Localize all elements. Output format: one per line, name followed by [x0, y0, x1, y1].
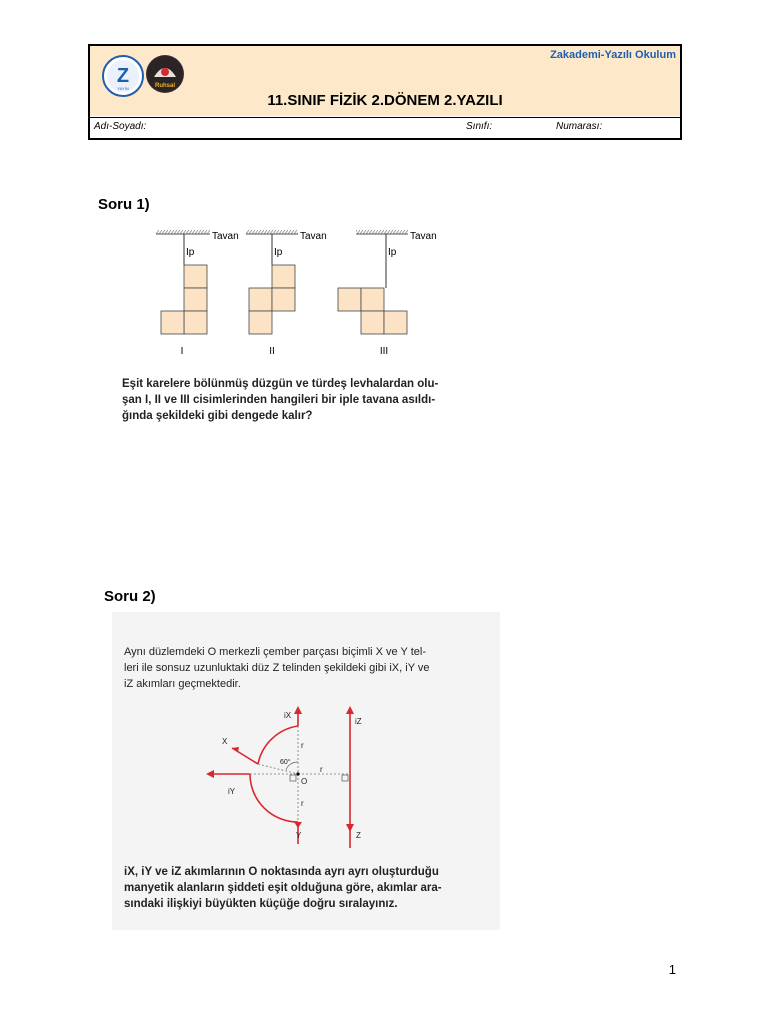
logo-letter: Z — [116, 65, 130, 87]
logo-caption: YAYIN — [117, 86, 129, 91]
string-label: Ip — [388, 247, 397, 258]
figure-label-ii: II — [269, 346, 275, 357]
question1-figures — [150, 222, 450, 362]
arrow-ix-icon — [294, 706, 302, 714]
arrow-iy-icon — [206, 770, 214, 778]
question2-panel — [112, 612, 500, 930]
ceiling-label: Tavan — [212, 231, 239, 242]
figure-label-iii: III — [379, 346, 389, 357]
label-o: O — [301, 777, 308, 786]
ruhsal-emblem-icon — [146, 55, 184, 93]
point-o — [296, 772, 299, 775]
logo-caption: Ruhsal — [154, 83, 176, 89]
arrow-z-icon — [346, 824, 354, 832]
brand-name: Zakademi-Yazılı Okulum — [550, 49, 676, 61]
arrow-iz-icon — [346, 706, 354, 714]
label-iz: iZ — [355, 717, 362, 726]
label-ix: iX — [284, 711, 292, 720]
question1-line: ğında şekildeki gibi dengede kalır? — [122, 410, 313, 422]
question1-text — [122, 376, 492, 424]
class-field-label: Sınıfı: — [466, 121, 493, 132]
string-label: Ip — [274, 247, 283, 258]
question2-question — [124, 864, 484, 912]
string-label: Ip — [186, 247, 195, 258]
question2-question-line: sındaki ilişkiyi büyükten küçüğe doğru sıralayınız. — [124, 898, 398, 910]
name-field-label: Adı-Soyadı: — [94, 121, 147, 132]
question2-circuit-figure — [192, 704, 392, 854]
ceiling-label: Tavan — [300, 231, 327, 242]
zakademi-logo — [102, 55, 144, 97]
question2-line: Aynı düzlemdeki O merkezli çember parçası biçimli X ve Y tel- — [124, 646, 427, 658]
question1-label: Soru 1) — [98, 196, 150, 213]
label-r-bottom: r — [301, 799, 304, 808]
page-number: 1 — [668, 962, 676, 977]
question2-question-line: iX, iY ve iZ akımlarının O noktasında ayrı ayrı oluşturduğu — [124, 866, 439, 878]
label-iy: iY — [228, 787, 236, 796]
figure-i — [156, 230, 239, 357]
student-info-row — [90, 117, 680, 138]
number-field-label: Numarası: — [556, 121, 603, 132]
label-angle: 60° — [280, 759, 291, 766]
question2-line: iZ akımları geçmektedir. — [124, 678, 241, 690]
ruhsal-logo — [146, 55, 184, 93]
label-r-right: r — [320, 765, 323, 774]
figure-label-i: I — [180, 346, 184, 357]
exam-header — [88, 44, 682, 140]
question1-line: şan I, II ve III cisimlerinden hangileri bir iple tavana asıldı- — [122, 394, 436, 406]
question2-text — [124, 644, 484, 692]
question1-line: Eşit karelere bölünmüş düzgün ve türdeş levhalardan olu- — [122, 378, 439, 390]
wire-x-arc — [258, 726, 298, 764]
arrow-y-icon — [294, 822, 302, 828]
question2-label: Soru 2) — [104, 588, 156, 605]
exam-title: 11.SINIF FİZİK 2.DÖNEM 2.YAZILI — [267, 92, 503, 109]
question2-line: leri ile sonsuz uzunluktaki düz Z telinden şekildeki gibi iX, iY ve — [124, 662, 430, 674]
figure-iii — [338, 230, 437, 357]
label-z: Z — [356, 831, 361, 840]
z-logo-icon — [104, 57, 142, 95]
label-x: X — [222, 737, 228, 746]
header-banner — [90, 46, 680, 116]
figure-ii — [246, 230, 327, 357]
ceiling-label: Tavan — [410, 231, 437, 242]
label-y: Y — [296, 831, 302, 840]
label-r-top: r — [301, 741, 304, 750]
question2-question-line: manyetik alanların şiddeti eşit olduğuna göre, akımlar ara- — [124, 882, 442, 894]
